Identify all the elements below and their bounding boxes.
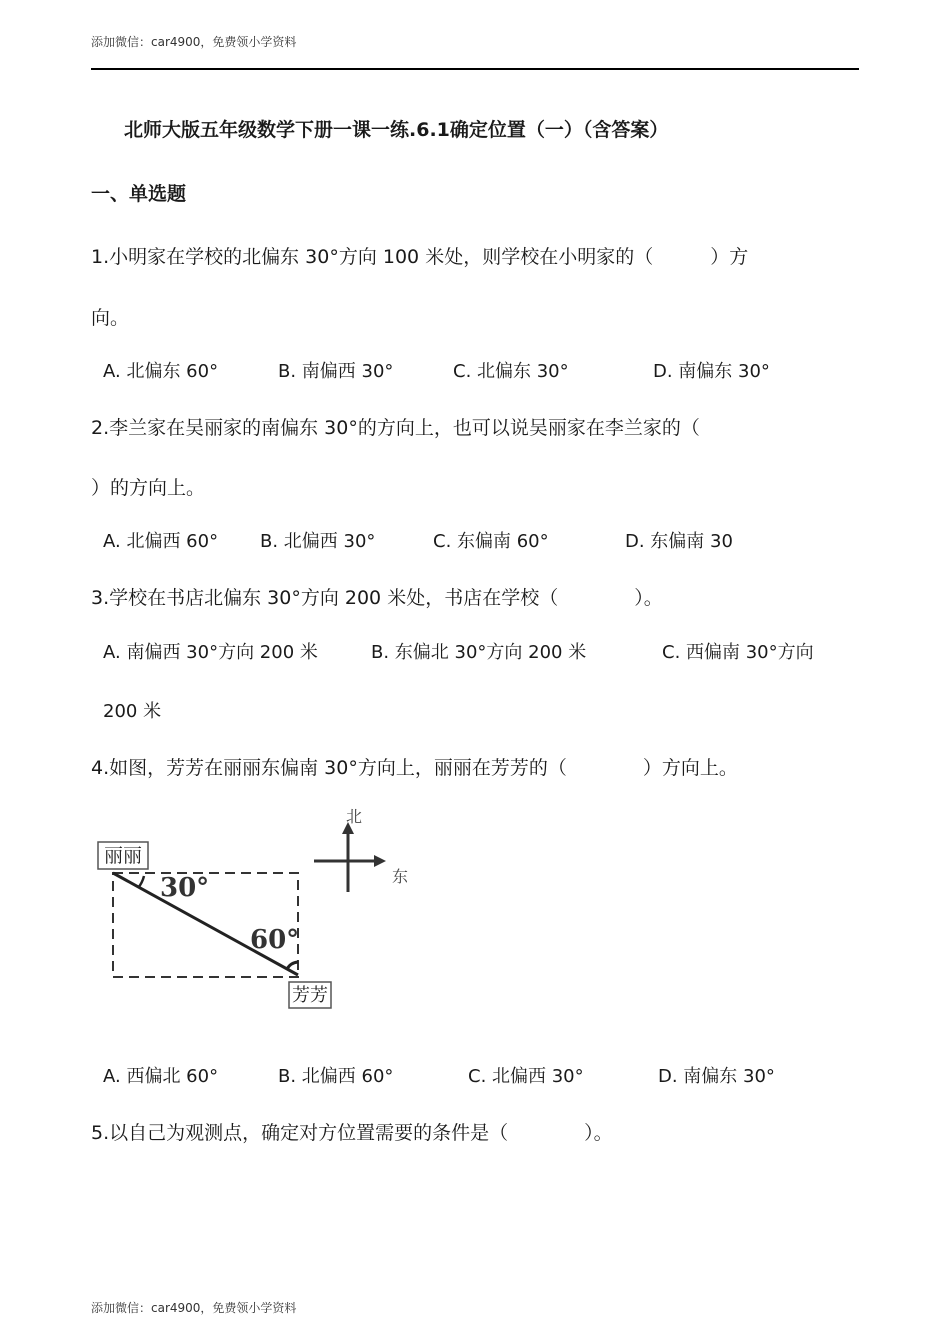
angle-label-30: 30° — [160, 873, 210, 903]
question-1-option-c: C. 北偏东 30° — [453, 361, 569, 382]
question-4-option-b: B. 北偏西 60° — [278, 1066, 394, 1087]
question-2-option-b: B. 北偏西 30° — [260, 531, 376, 552]
angle-label-60: 60° — [250, 925, 300, 955]
angle-arc-60 — [287, 962, 298, 969]
angle-arc-30 — [138, 876, 144, 888]
question-2-option-c: C. 东偏南 60° — [433, 531, 549, 552]
question-2-line-2: ）的方向上。 — [91, 477, 206, 499]
question-2-option-d: D. 东偏南 30 — [625, 531, 733, 552]
question-2-option-a: A. 北偏西 60° — [103, 531, 219, 552]
question-4-line-1: 4.如图，芳芳在丽丽东偏南 30°方向上，丽丽在芳芳的（ ）方向上。 — [91, 757, 738, 779]
compass-north-label: 北 — [345, 807, 363, 826]
question-1-line-2: 向。 — [91, 307, 130, 329]
question-3-option-a: A. 南偏西 30°方向 200 米 — [103, 642, 318, 663]
header-divider — [91, 68, 859, 70]
lili-label: 丽丽 — [103, 845, 143, 867]
question-1-option-d: D. 南偏东 30° — [653, 361, 770, 382]
question-3-option-c: C. 西偏南 30°方向 — [662, 642, 814, 663]
question-1-option-a: A. 北偏东 60° — [103, 361, 219, 382]
page-footer: 添加微信：car4900，免费领小学资料 — [91, 1301, 297, 1315]
page-header: 添加微信：car4900，免费领小学资料 — [91, 35, 297, 49]
question-3-line-1: 3.学校在书店北偏东 30°方向 200 米处，书店在学校（ ）。 — [91, 587, 663, 609]
east-arrow-icon — [374, 855, 386, 867]
question-2-line-1: 2.李兰家在吴丽家的南偏东 30°的方向上，也可以说吴丽家在李兰家的（ — [91, 417, 700, 439]
question-4-option-c: C. 北偏西 30° — [468, 1066, 584, 1087]
direction-diagram — [92, 800, 422, 1015]
question-5-line-1: 5.以自己为观测点，确定对方位置需要的条件是（ ）。 — [91, 1122, 613, 1144]
fangfang-label: 芳芳 — [292, 985, 328, 1006]
question-3-option-b: B. 东偏北 30°方向 200 米 — [371, 642, 587, 663]
compass-east-label: 东 — [392, 867, 409, 886]
question-1-line-1: 1.小明家在学校的北偏东 30°方向 100 米处，则学校在小明家的（ ）方 — [91, 246, 749, 268]
document-title: 北师大版五年级数学下册一课一练.6.1确定位置（一）（含答案） — [124, 119, 669, 141]
question-3-option-c-continued: 200 米 — [103, 701, 162, 722]
question-4-option-a: A. 西偏北 60° — [103, 1066, 219, 1087]
question-4-option-d: D. 南偏东 30° — [658, 1066, 775, 1087]
section-heading: 一、单选题 — [91, 183, 187, 205]
question-1-option-b: B. 南偏西 30° — [278, 361, 394, 382]
